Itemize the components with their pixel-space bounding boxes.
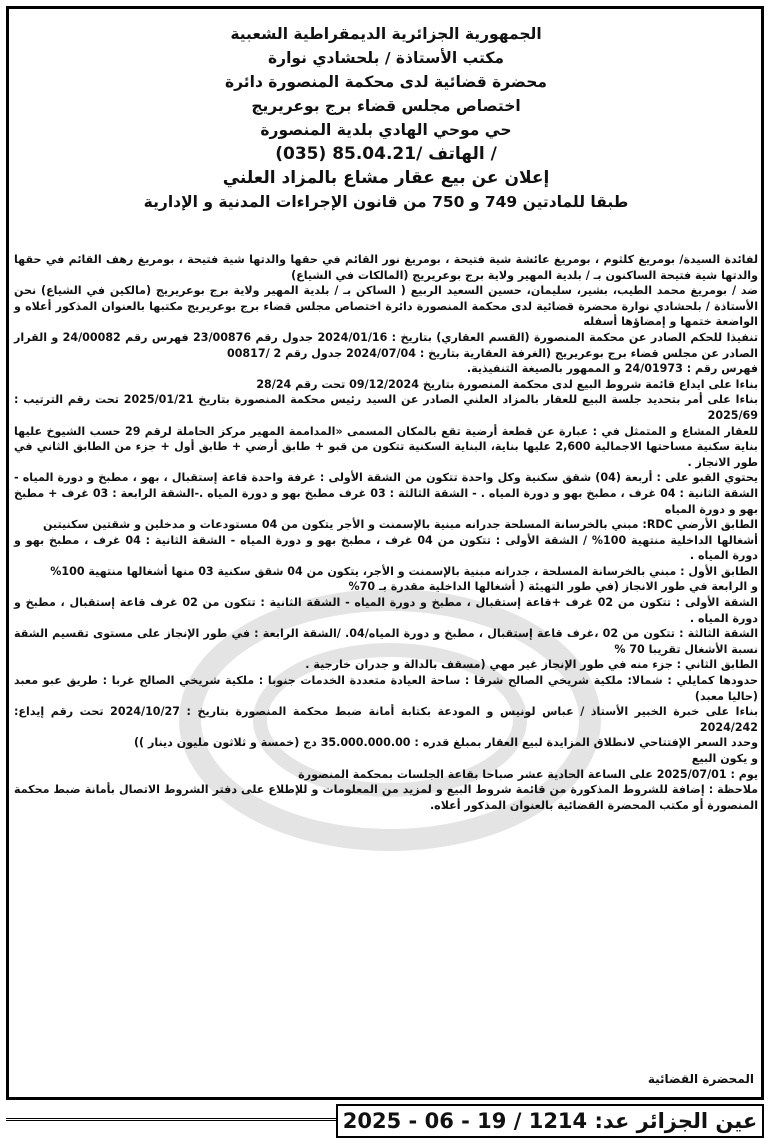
paragraph-second-floor: الطابق الثاني : جزء منه في طور الإنجاز غير مهي (مسقف بالدالة و جدران خارجية .	[305, 658, 758, 672]
paragraph-property: للعقار المشاع و المتمثل في : عبارة عن قطعة أرضية تقع بالمكان المسمى «المداممة المهير مركز الحاملة لرقم 29 حسب الشيوخ عليها بناية سكنية مساحتها الاجمالية 2,600 عليها بناية، البناية السكنية تتكون من قبو + طابق أرضي + طابق أول + جزء من الطابق الثاني في طور الانجاز .	[14, 424, 758, 469]
paragraph-date: يوم : 2025/07/01 على الساعة الحادية عشر صباحا بقاعة الجلسات بمحكمة المنصورة	[298, 767, 758, 781]
paragraph-fourth-apartment: و الرابعة في طور الانجاز (في طور التهيئة ( أشغالها الداخلية مقدرة بـ 70%	[348, 580, 758, 594]
paragraph-parties-against: ضد / بومريغ محمد الطيب، بشير، سليمان، حسين السعيد الربيع ( الساكن بـ / بلدية المهير ولاية برج بوعريريج (مالكين في الشياع) نحن الأستاذة / بلحشادي نوارة محضرة قضائية لدى محكمة المنصورة دائرة اختصاص مجلس قضاء برج بوعريريج مكتبها بالعنوان المذكور أعلاه و الواضعة ختمها و إمضاؤها أسفله	[14, 284, 758, 329]
paragraph-apartment-1-2: الشقة الأولى : تتكون من 02 غرف +قاعة إستقبال ، مطبخ و دورة المياه - الشقة الثانية : تتكون من 02 غرف قاعة إستقبال ، مطبخ و دورة المياه .	[14, 596, 758, 625]
paragraph-ground-works: أشغالها الداخلية منتهية 100% / الشقة الأولى : تتكون من 04 غرف ، مطبخ بهو و دورة المياه - الشقة الثانية : 04 غرف ، مطبخ بهو و دورة المياه .	[14, 533, 758, 563]
paragraph-parties-for: لفائدة السيدة/ بومريغ كلثوم ، بومريغ عائشة شية فتيحة ، بومريغ نور القائم في حقها والدتها شية فتيحة ، بومريغ رهف القائم في حقها والدتها شية فتيحة الساكنون بـ / بلدية المهير ولاية برج بوعريريج (المالكات في الشياع)	[14, 253, 758, 282]
paragraph-sale: و يكون البيع	[691, 752, 758, 765]
announcement-body	[14, 252, 758, 813]
paragraph-price: وحدد السعر الإفتتاحي لانطلاق المزايدة لبيع العقار بمبلغ قدره : 35.000.000.00 دج (خمسة و ثلاثون مليون دينار ))	[133, 736, 758, 750]
office-address: حي موحي الهادي بلدية المنصورة	[260, 121, 512, 139]
paragraph-borders: حدودها كمايلي : شمالا: ملكية شريخي الصالح شرقا : ساحة العيادة متعددة الخدمات جنوبا : ملكية شريخي الصالح غربا : طريق عبو معبد (حاليا معبد)	[14, 674, 758, 703]
signature-label: المحضرة القضائية	[647, 1072, 754, 1086]
jurisdiction: اختصاص مجلس قضاء برج بوعريريج	[251, 97, 521, 115]
announcement-title: إعلان عن بيع عقار مشاع بالمزاد العلني	[222, 168, 550, 188]
office-name: مكتب الأستاذة / بلحشادي نوارة	[268, 49, 504, 67]
paragraph-first-floor: الطابق الأول : مبني بالخرسانة المسلحة ، جدرانه مبنية بالإسمنت و الأجر، يتكون من 04 شقق سكنية 03 منها أشغالها منتهية 100%	[50, 564, 758, 578]
paragraph-apartment-3-4: الشقة الثالثة : تتكون من 02 ،غرف قاعة إستقبال ، مطبخ و دورة المياه/04. /الشقة الرابعة : في طور الإنجاز على مستوى تقسيم الشقة نسبة الأشغال تقريبا 70 %	[14, 627, 759, 656]
legal-basis: طبقا للمادتين 749 و 750 من قانون الإجراءات المدنية و الإدارية	[143, 193, 629, 211]
document-header	[60, 22, 712, 214]
republic-title: الجمهورية الجزائرية الديمقراطية الشعبية	[230, 25, 542, 43]
paragraph-basement: يحتوي القبو على : أربعة (04) شقق سكنية وكل واحدة تتكون من الشقة الأولى : غرفة واحدة قاعة إستقبال ، بهو ، مطبخ و دورة المياه - الشقة الثانية : 04 غرف ، مطبخ بهو و دورة المياه . - الشقة الثالثة : 03 غرف مطبخ بهو و دورة المياه .-الشقة الرابعة : 03 غرف + مطبخ بهو و دورة المياه	[14, 471, 759, 516]
paragraph-index: فهرس رقم : 24/01973 و الممهور بالصيغة التنفيذية.	[466, 362, 758, 376]
phone-number: / الهاتف /85.04.21 (035)	[275, 144, 497, 164]
paragraph-order: بناءا على أمر بتحديد جلسة البيع للعقار بالمزاد العلني الصادر عن السيد رئيس محكمة المنصورة بتاريخ 2025/01/21 تحت رقم الترتيب : 2025/69	[14, 393, 758, 422]
paragraph-note: ملاحظة : إضافة للشروط المذكورة من قائمة شروط البيع و لمزيد من المعلومات و للإطلاع على دفتر الشروط الاتصال بأمانة ضبط محكمة المنصورة أو مكتب المحضرة القضائية بالعنوان المذكور أعلاه.	[14, 783, 758, 812]
publication-reference: عين الجزائر عد: 1214 / 19 - 06 - 2025	[336, 1104, 764, 1138]
paragraph-ground-floor: الطابق الأرضي RDC: مبني بالخرسانة المسلحة جدرانه مبنية بالإسمنت و الأجر يتكون من 04 مستودعات و مدخلين و شقتين سكنيتين	[42, 518, 758, 532]
paragraph-execution: تنفيذا للحكم الصادر عن محكمة المنصورة (القسم العقاري) بتاريخ : 2024/01/16 جدول رقم 23/00876 فهرس رقم 24/00082 و القرار الصادر عن مجلس قضاء برج بوعريريج (الغرفة العقارية بتاريخ : 2024/07/04 جدول رقم 2 /00817	[14, 330, 758, 360]
paragraph-expertise: بناءا على خبرة الخبير الأستاذ / عباس لونيس و المودعة بكتابة أمانة ضبط محكمة المنصورة بتاريخ : 2024/10/27 تحت رقم إيداع: 2024/242	[14, 705, 758, 734]
bailiff-title: محضرة قضائية لدى محكمة المنصورة دائرة	[225, 73, 547, 91]
footer-rule	[6, 1118, 336, 1121]
paragraph-deposit: بناءا على ايداع قائمة شروط البيع لدى محكمة المنصورة بتاريخ 09/12/2024 تحت رقم 28/24	[256, 377, 758, 391]
